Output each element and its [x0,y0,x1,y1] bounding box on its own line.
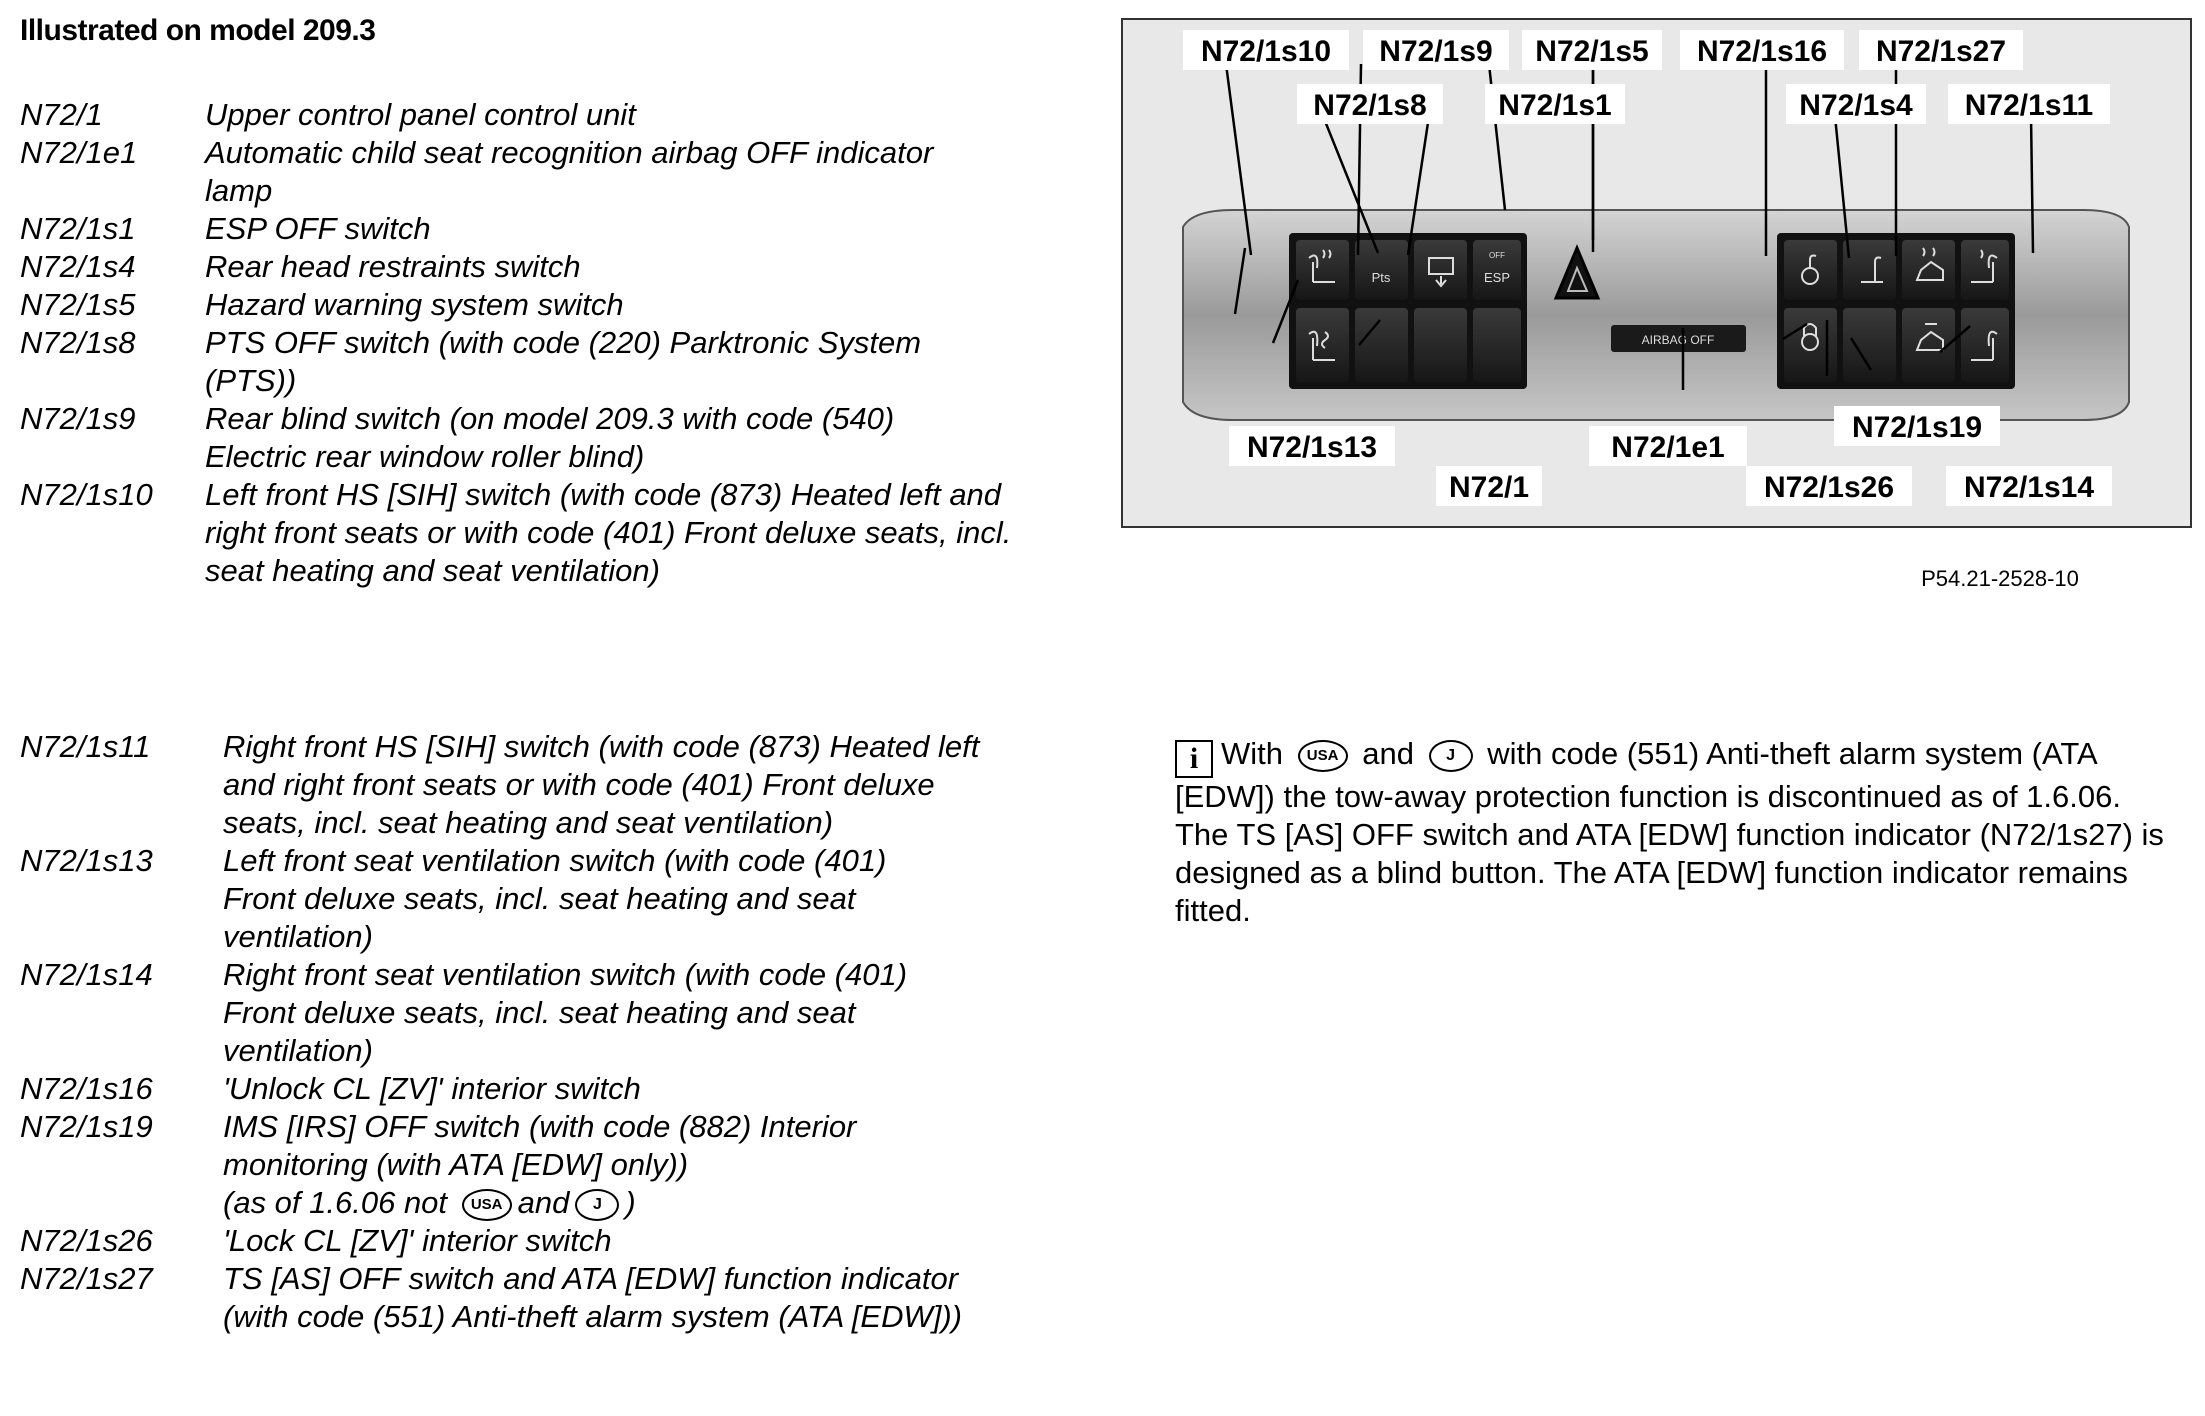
legend-desc: Right front HS [SIH] switch (with code (873) Heated left and right front seats or with code (401) Front deluxe seats, incl. seat heating and seat ventilation) [223,729,980,840]
legend-row [20,1260,1020,1336]
legend-desc-extra: ) [625,1185,636,1220]
legend-desc-extra: (as of 1.6.06 not [223,1185,448,1220]
callout-n72-1s9 [1363,30,1509,70]
svg-text:N72/1s4: N72/1s4 [1799,89,1913,122]
svg-text:N72/1s14: N72/1s14 [1963,471,2095,504]
legend-row [20,400,1020,476]
legend-desc: TS [AS] OFF switch and ATA [EDW] function indicator (with code (551) Anti-theft alarm system (ATA [EDW])) [223,1261,962,1334]
callout-n72-1s27 [1859,30,2023,70]
legend-code: N72/1s14 [20,957,153,992]
callout-n72-1s10 [1183,30,1349,70]
legend-code: N72/1s4 [20,249,136,284]
legend-code: N72/1s9 [20,401,136,436]
legend-desc: ESP OFF switch [205,211,431,246]
figure-reference-code: P54.21-2528-10 [1921,566,2079,591]
legend-code: N72/1s1 [20,211,136,246]
legend-desc: PTS OFF switch (with code (220) Parktronic System (PTS)) [205,325,922,398]
callout-n72-1s1 [1485,84,1625,124]
japan-badge-icon: J [1429,740,1473,772]
usa-badge-icon: USA [1298,740,1348,772]
legend-desc: 'Unlock CL [ZV]' interior switch [223,1071,641,1106]
legend-desc: 'Lock CL [ZV]' interior switch [223,1223,612,1258]
legend-code: N72/1 [20,97,103,132]
legend-row [20,956,1020,1070]
callout-n72-1 [1436,466,1542,506]
blank-button [1473,308,1521,382]
legend-desc: Rear head restraints switch [205,249,581,284]
legend-desc: IMS [IRS] OFF switch (with code (882) Interior monitoring (with ATA [EDW] only)) [223,1109,857,1182]
page-title: Illustrated on model 209.3 [20,14,376,47]
svg-text:N72/1s1: N72/1s1 [1498,89,1612,122]
rear-headrest-button [1843,240,1896,300]
callout-n72-1s11 [1948,84,2110,124]
svg-text:N72/1s9: N72/1s9 [1379,35,1493,68]
svg-text:N72/1s13: N72/1s13 [1246,431,1378,464]
esp-off-text: OFF [1489,251,1505,260]
legend-code: N72/1s13 [20,843,153,878]
lock-button [1784,308,1837,382]
unlock-button [1784,240,1837,300]
svg-text:N72/1s26: N72/1s26 [1763,471,1895,504]
callout-n72-1s14 [1946,466,2112,506]
legend-row [20,1108,1020,1222]
seat-heater-right-button [1961,240,2009,300]
svg-text:N72/1s11: N72/1s11 [1964,89,2094,122]
svg-text:N72/1s16: N72/1s16 [1696,35,1828,68]
info-icon: i [1175,740,1213,778]
legend-code: N72/1e1 [20,135,138,170]
legend-desc: Left front seat ventilation switch (with code (401) Front deluxe seats, incl. seat heating and seat ventilation) [223,843,887,954]
legend-list-1 [20,96,1020,590]
legend-desc: Left front HS [SIH] switch (with code (873) Heated left and right front seats or with code (401) Front deluxe seats, incl. seat heating and seat ventilation) [205,477,1012,588]
svg-text:N72/1s10: N72/1s10 [1200,35,1332,68]
callout-n72-1s8 [1297,84,1443,124]
legend-list-2 [20,728,1020,1336]
note-text: With [1221,736,1283,771]
callout-n72-1s4 [1786,84,1926,124]
legend-desc: Rear blind switch (on model 209.3 with code (540) Electric rear window roller blind) [205,401,895,474]
note-text: with code (551) Anti-theft alarm system (ATA [EDW]) the tow-away protection function is discontinued as of 1.6.06. [1175,736,2121,814]
legend-desc: Right front seat ventilation switch (with code (401) Front deluxe seats, incl. seat heating and seat ventilation) [223,957,908,1068]
svg-text:N72/1s19: N72/1s19 [1851,411,1983,444]
blank-button [1843,308,1896,382]
note-paragraph-2: The TS [AS] OFF switch and ATA [EDW] function indicator (N72/1s27) is designed as a blind button. The ATA [EDW] function indicator remains fitted. [1175,817,2164,928]
seat-heater-left-button [1296,240,1349,300]
legend-row [20,324,1020,400]
legend-row [20,728,1020,842]
svg-text:N72/1s8: N72/1s8 [1313,89,1427,122]
svg-text:N72/1: N72/1 [1448,471,1530,504]
usa-badge-icon: USA [462,1189,512,1221]
legend-row [20,1222,1020,1260]
callout-n72-1s19 [1834,406,2000,446]
legend-desc: Automatic child seat recognition airbag OFF indicator lamp [205,135,934,208]
seat-vent-right-button [1961,308,2009,382]
legend-row [20,286,1020,324]
callout-n72-1e1 [1589,426,1747,466]
legend-row [20,210,1020,248]
note-text: and [1362,736,1414,771]
control-panel-illustration [1123,20,2190,526]
esp-button-text: ESP [1483,270,1511,285]
legend-code: N72/1s19 [20,1109,153,1144]
legend-row [20,134,1010,210]
svg-text:N72/1e1: N72/1e1 [1611,431,1725,464]
info-note [1175,735,2185,930]
tow-away-button [1902,240,1955,300]
legend-code: N72/1s27 [20,1261,153,1296]
japan-badge-icon: J [575,1189,619,1221]
legend-code: N72/1s26 [20,1223,153,1258]
legend-code: N72/1s8 [20,325,136,360]
legend-desc: Hazard warning system switch [205,287,624,322]
legend-code: N72/1s5 [20,287,136,322]
blank-button [1414,308,1467,382]
callout-n72-1s26 [1746,466,1912,506]
svg-text:N72/1s27: N72/1s27 [1875,35,2007,68]
callout-n72-1s5 [1522,30,1662,70]
svg-text:N72/1s5: N72/1s5 [1535,35,1649,68]
note-paragraph-1 [1175,735,2185,816]
legend-code: N72/1s10 [20,477,153,512]
callout-n72-1s16 [1680,30,1844,70]
legend-row [20,1070,1020,1108]
control-panel-figure [1121,18,2192,528]
legend-desc-with-badges [223,1108,963,1222]
legend-code: N72/1s11 [20,729,151,764]
legend-row [20,248,1020,286]
legend-row [20,96,1020,134]
legend-desc: Upper control panel control unit [205,97,636,132]
blank-button [1355,308,1408,382]
callout-n72-1s13 [1229,426,1395,466]
legend-row [20,842,1020,956]
pts-button-text: Pts [1371,270,1391,285]
legend-desc-extra: and [517,1185,570,1220]
airbag-indicator-text: AIRBAG OFF [1641,333,1715,347]
rear-blind-button [1414,240,1467,300]
legend-code: N72/1s16 [20,1071,153,1106]
legend-row [20,476,1020,590]
